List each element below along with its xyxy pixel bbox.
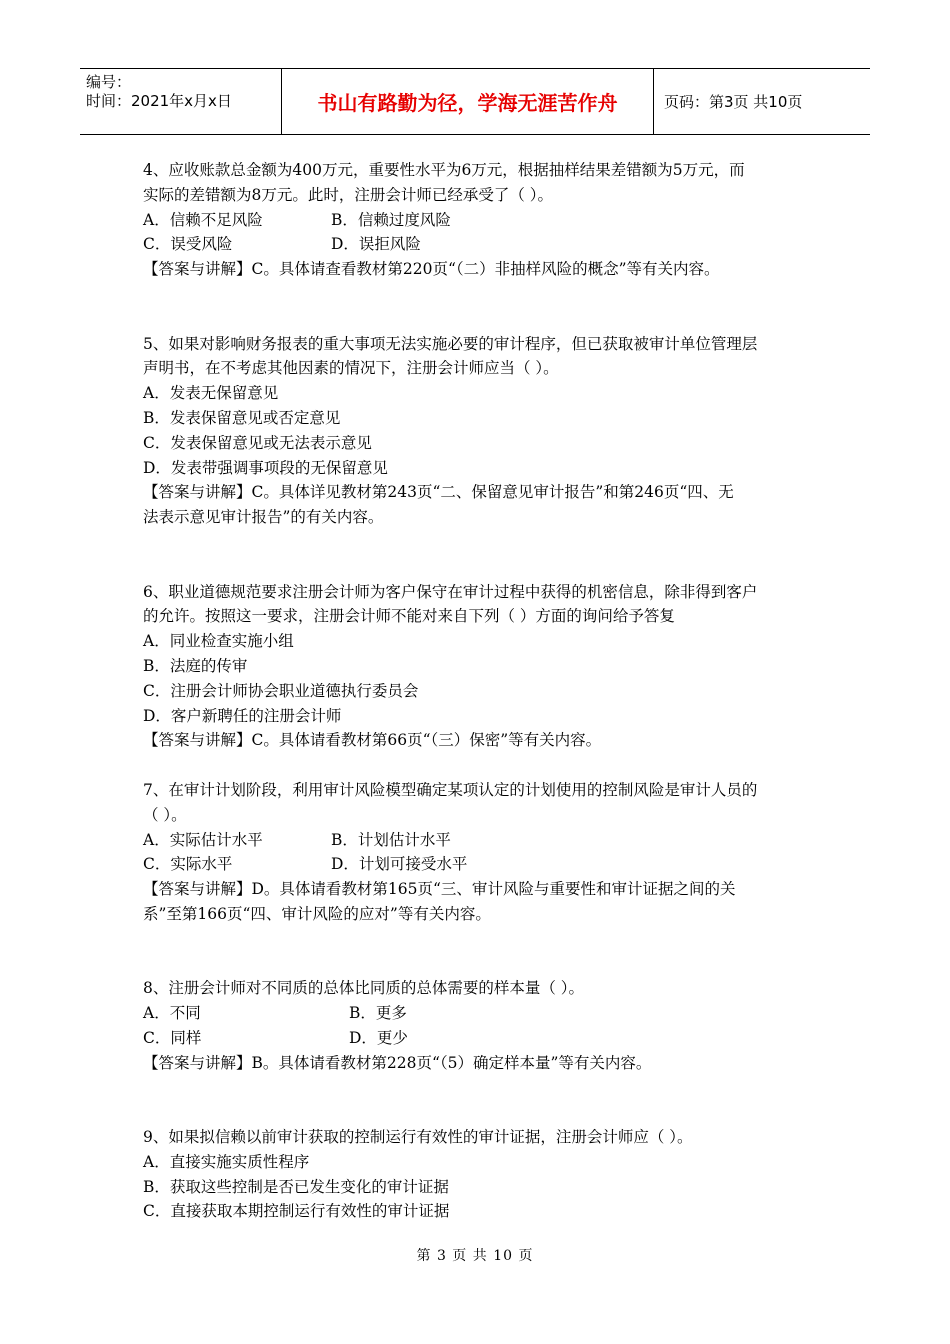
q4-option-a: A．信赖不足风险 bbox=[143, 210, 263, 229]
document-body bbox=[143, 158, 813, 1224]
q4-stem-line1: 4、应收账款总金额为400万元，重要性水平为6万元，根据抽样结果差错额为5万元，而 bbox=[143, 161, 745, 179]
q8-options-row1 bbox=[143, 1001, 813, 1026]
q9-option-a: A．直接实施实质性程序 bbox=[143, 1152, 310, 1171]
q7-answer-line1: 【答案与讲解】D。具体请看教材第165页“三、审计风险与重要性和审计证据之间的关 bbox=[143, 880, 736, 899]
header-table bbox=[80, 68, 870, 135]
q4-options-row1 bbox=[143, 208, 813, 233]
q6-option-b: B．法庭的传审 bbox=[143, 656, 248, 675]
q8-option-a: A．不同 bbox=[143, 1004, 201, 1023]
q9-option-b: B．获取这些控制是否已发生变化的审计证据 bbox=[143, 1177, 449, 1196]
q7-option-c: C．实际水平 bbox=[143, 855, 233, 874]
number-label: 编号： bbox=[86, 73, 132, 91]
page-info: 页码：第3页 共10页 bbox=[664, 93, 803, 111]
q5-stem-line2: 声明书，在不考虑其他因素的情况下，注册会计师应当（ ）。 bbox=[143, 359, 559, 378]
q6-option-d: D．客户新聘任的注册会计师 bbox=[143, 706, 342, 725]
q6-stem-line2: 的允许。按照这一要求，注册会计师不能对来自下列（ ）方面的询问给予答复 bbox=[143, 607, 675, 626]
q4-stem-line2: 实际的差错额为8万元。此时，注册会计师已经承受了（ ）。 bbox=[143, 185, 554, 204]
q6-option-a: A．同业检查实施小组 bbox=[143, 632, 294, 651]
q7-option-a: A．实际估计水平 bbox=[143, 830, 263, 849]
q7-options-row2 bbox=[143, 852, 813, 877]
page-footer: 第 3 页 共 10 页 bbox=[416, 1248, 534, 1264]
q6-stem-line1: 6、职业道德规范要求注册会计师为客户保守在审计过程中获得的机密信息，除非得到客户 bbox=[143, 582, 758, 601]
time-label: 时间：2021年x月x日 bbox=[86, 92, 232, 110]
q6-answer: 【答案与讲解】C。具体请看教材第66页“（三）保密”等有关内容。 bbox=[143, 731, 602, 750]
q8-stem: 8、注册会计师对不同质的总体比同质的总体需要的样本量（ ）。 bbox=[143, 979, 585, 998]
q5-option-a: A．发表无保留意见 bbox=[143, 384, 279, 403]
motto: 书山有路勤为径，学海无涯苦作舟 bbox=[282, 69, 654, 134]
q5-option-b: B．发表保留意见或否定意见 bbox=[143, 408, 341, 427]
q6-option-c: C．注册会计师协会职业道德执行委员会 bbox=[143, 681, 419, 700]
q7-option-b: B．计划估计水平 bbox=[331, 830, 451, 849]
q9-stem: 9、如果拟信赖以前审计获取的控制运行有效性的审计证据，注册会计师应（ ）。 bbox=[143, 1128, 693, 1147]
q9-option-c: C．直接获取本期控制运行有效性的审计证据 bbox=[143, 1202, 450, 1221]
q8-option-d: D．更少 bbox=[349, 1028, 408, 1047]
q7-stem-line2: （ ）。 bbox=[143, 805, 187, 824]
q5-answer-line1: 【答案与讲解】C。具体详见教材第243页“二、保留意见审计报告”和第246页“四、无 bbox=[143, 483, 734, 502]
header-meta-cell bbox=[80, 69, 282, 134]
q4-option-c: C．误受风险 bbox=[143, 235, 233, 254]
q8-option-c: C．同样 bbox=[143, 1028, 202, 1047]
q5-option-c: C．发表保留意见或无法表示意见 bbox=[143, 433, 372, 452]
q7-options-row1 bbox=[143, 828, 813, 853]
q8-answer: 【答案与讲解】B。具体请看教材第228页“（5）确定样本量”等有关内容。 bbox=[143, 1053, 652, 1072]
q7-answer-line2: 系”至第166页“四、审计风险的应对”等有关内容。 bbox=[143, 904, 491, 923]
q4-option-d: D．误拒风险 bbox=[331, 235, 421, 254]
q8-option-b: B．更多 bbox=[349, 1004, 407, 1023]
q4-option-b: B．信赖过度风险 bbox=[331, 210, 451, 229]
q5-answer-line2: 法表示意见审计报告”的有关内容。 bbox=[143, 508, 384, 527]
q4-options-row2 bbox=[143, 232, 813, 257]
q4-answer: 【答案与讲解】C。具体请查看教材第220页“（二）非抽样风险的概念”等有关内容。 bbox=[143, 260, 720, 279]
q5-option-d: D．发表带强调事项段的无保留意见 bbox=[143, 458, 388, 477]
q5-stem-line1: 5、如果对影响财务报表的重大事项无法实施必要的审计程序，但已获取被审计单位管理层 bbox=[143, 334, 758, 353]
q8-options-row2 bbox=[143, 1026, 813, 1051]
q7-stem-line1: 7、在审计计划阶段，利用审计风险模型确定某项认定的计划使用的控制风险是审计人员的 bbox=[143, 780, 758, 799]
q7-option-d: D．计划可接受水平 bbox=[331, 855, 468, 874]
